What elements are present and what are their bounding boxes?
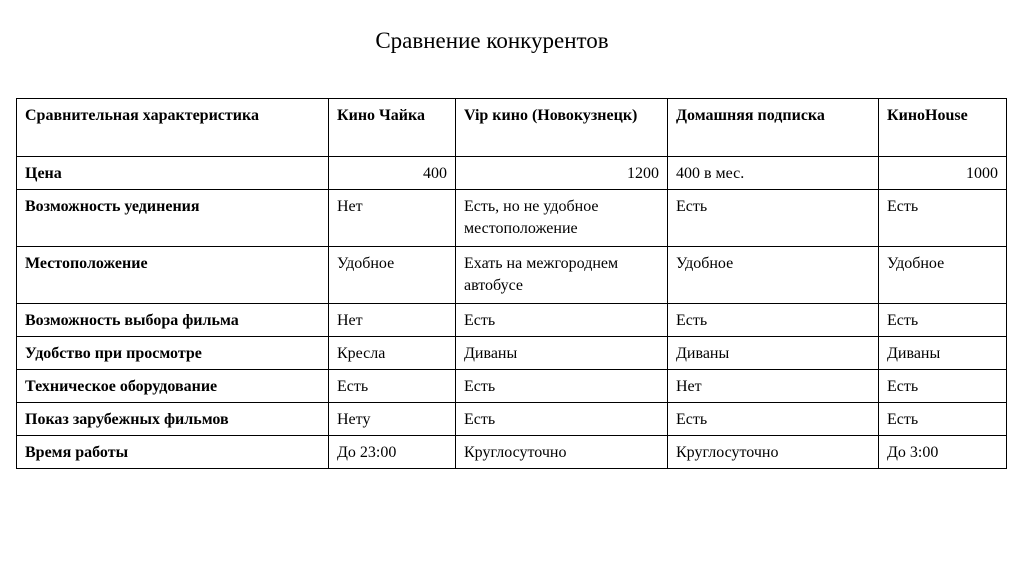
- table-cell: 1000: [879, 157, 1007, 190]
- page-title: [0, 26, 1024, 56]
- table-row: [17, 304, 1007, 337]
- table-cell: Есть: [329, 370, 456, 403]
- table-cell: Диваны: [668, 337, 879, 370]
- table-cell: 1200: [456, 157, 668, 190]
- table-cell: Удобное: [879, 247, 1007, 304]
- table-cell: Круглосуточно: [668, 436, 879, 469]
- page-title-text: Сравнение конкурентов: [375, 28, 609, 53]
- header-kino-chaika: Кино Чайка: [329, 99, 456, 157]
- header-vip-kino: Vip кино (Новокузнецк): [456, 99, 668, 157]
- table-cell: 400: [329, 157, 456, 190]
- table-cell: Кресла: [329, 337, 456, 370]
- table-cell: Нету: [329, 403, 456, 436]
- row-label-price: Цена: [17, 157, 329, 190]
- row-label-location: Местоположение: [17, 247, 329, 304]
- table-cell: До 23:00: [329, 436, 456, 469]
- table-cell: Есть: [456, 304, 668, 337]
- table-row: [17, 247, 1007, 304]
- table-row: [17, 370, 1007, 403]
- table-row: [17, 190, 1007, 247]
- competitor-comparison-table: [16, 98, 1007, 469]
- table-cell: Диваны: [456, 337, 668, 370]
- table-cell: Круглосуточно: [456, 436, 668, 469]
- header-home-subscription: Домашняя подписка: [668, 99, 879, 157]
- row-label-foreign-films: Показ зарубежных фильмов: [17, 403, 329, 436]
- table-row: [17, 157, 1007, 190]
- table-cell: Есть: [879, 370, 1007, 403]
- table-cell: Есть: [668, 403, 879, 436]
- row-label-film-choice: Возможность выбора фильма: [17, 304, 329, 337]
- table-cell: Нет: [329, 304, 456, 337]
- table-cell: Есть, но не удобное местоположение: [456, 190, 668, 247]
- table-cell: Есть: [668, 304, 879, 337]
- table-cell: Удобное: [329, 247, 456, 304]
- row-label-hours: Время работы: [17, 436, 329, 469]
- table-cell: Нет: [668, 370, 879, 403]
- table-cell: Нет: [329, 190, 456, 247]
- table-row: [17, 403, 1007, 436]
- table-cell: Удобное: [668, 247, 879, 304]
- table-cell: Есть: [879, 403, 1007, 436]
- table-cell: Есть: [456, 370, 668, 403]
- row-label-privacy: Возможность уединения: [17, 190, 329, 247]
- table-cell: Диваны: [879, 337, 1007, 370]
- row-label-equipment: Техническое оборудование: [17, 370, 329, 403]
- table-cell: Есть: [456, 403, 668, 436]
- table-cell: 400 в мес.: [668, 157, 879, 190]
- table-cell: До 3:00: [879, 436, 1007, 469]
- table-cell: Есть: [879, 190, 1007, 247]
- table-row: [17, 436, 1007, 469]
- header-kinohouse: КиноHouse: [879, 99, 1007, 157]
- table-cell: Есть: [879, 304, 1007, 337]
- table-row: [17, 337, 1007, 370]
- header-characteristic: Сравнительная характеристика: [17, 99, 329, 157]
- row-label-comfort: Удобство при просмотре: [17, 337, 329, 370]
- table-header-row: [17, 99, 1007, 157]
- table-cell: Есть: [668, 190, 879, 247]
- table-cell: Ехать на межгороднем автобусе: [456, 247, 668, 304]
